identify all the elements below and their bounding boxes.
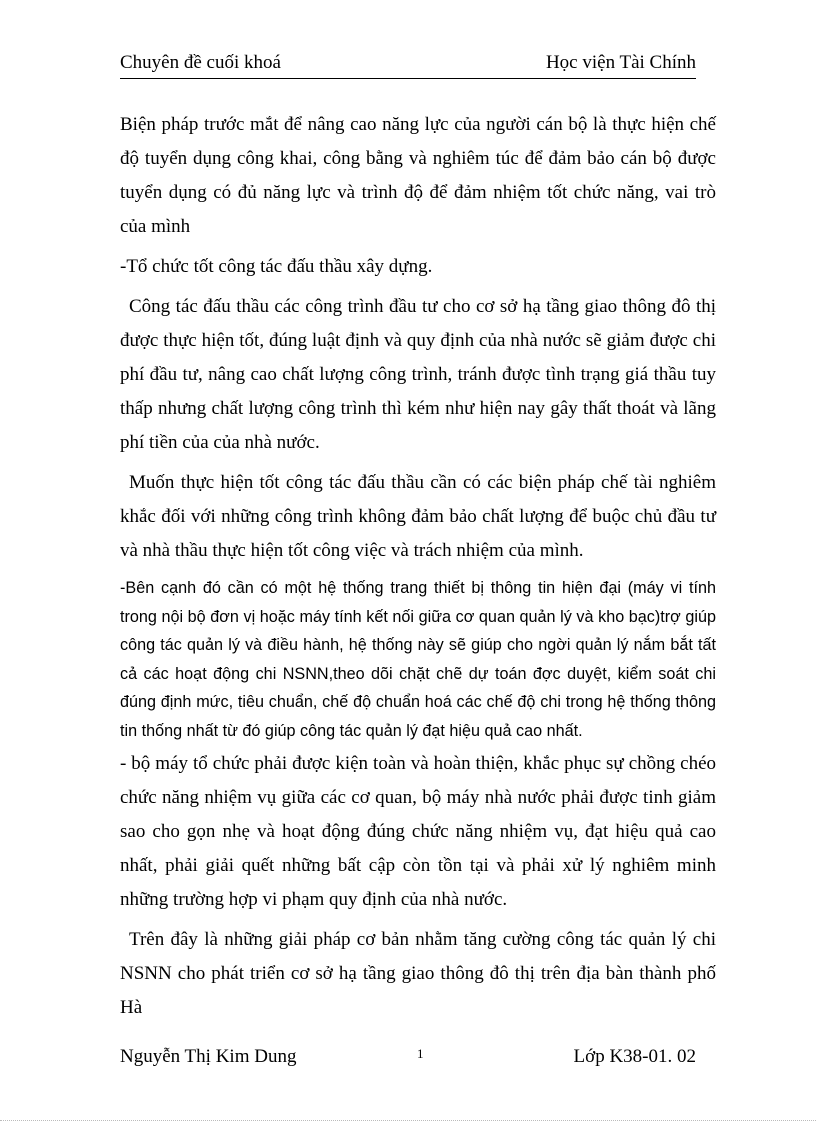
paragraph-bidding-heading: -Tổ chức tốt công tác đấu thầu xây dựng. bbox=[120, 256, 433, 277]
page-header bbox=[120, 50, 696, 79]
paragraph-recruitment: Biện pháp trước mắt để nâng cao năng lực của người cán bộ là thực hiện chế độ tuyển dụng công khai, công bằng và nghiêm túc để đảm bảo cán bộ được tuyển dụng có đủ năng lực và trình độ để đảm nhiệm tốt chức năng, vai trò của mình bbox=[120, 114, 716, 237]
paragraph-information-system: -Bên cạnh đó cần có một hệ thống trang thiết bị thông tin hiện đại (máy vi tính trong nội bộ đơn vị hoặc máy tính kết nối giữa cơ quan quản lý và kho bạc)trợ giúp công tác quản lý và điều hành, hệ thống này sẽ giúp cho ngời quản lý nắm bắt tất cả các hoạt động chi NSNN,theo dõi chặt chẽ dự toán đợc duyệt, kiểm soát chi đúng định mức, tiêu chuẩn, chế độ chuẩn hoá các chế độ chi trong hệ thống thông tin thống nhất từ đó giúp công tác quản lý đạt hiệu quả cao nhất. bbox=[120, 579, 716, 740]
footer-class: Lớp K38-01. 02 bbox=[573, 1046, 696, 1067]
paragraph-bidding-work: Công tác đấu thầu các công trình đầu tư cho cơ sở hạ tầng giao thông đô thị được thực hiện tốt, đúng luật định và quy định của nhà nước sẽ giảm được chi phí đầu tư, nâng cao chất lượng công trình, tránh được tình trạng giá thầu tuy thấp nhưng chất lượng công trình thì kém như hiện nay gây thất thoát và lãng phí tiền của của nhà nước. bbox=[120, 296, 716, 453]
document-body bbox=[120, 108, 716, 1031]
page-edge-divider bbox=[0, 1120, 816, 1121]
footer-author: Nguyễn Thị Kim Dung bbox=[120, 1046, 297, 1067]
paragraph-organization: - bộ máy tổ chức phải được kiện toàn và hoàn thiện, khắc phục sự chồng chéo chức năng nhiệm vụ giữa các cơ quan, bộ máy nhà nước phải được tinh giảm sao cho gọn nhẹ và hoạt động đúng chức năng nhiệm vụ, đạt hiệu quả cao nhất, phải giải quết những bất cập còn tồn tại và phải xử lý nghiêm minh những trường hợp vi phạm quy định của nhà nước. bbox=[120, 753, 716, 910]
header-document-title: Chuyên đề cuối khoá bbox=[120, 52, 281, 73]
header-institution: Học viện Tài Chính bbox=[545, 52, 696, 73]
paragraph-bidding-sanctions: Muốn thực hiện tốt công tác đấu thầu cần có các biện pháp chế tài nghiêm khắc đối với những công trình không đảm bảo chất lượng để buộc chủ đầu tư và nhà thầu thực hiện tốt công việc và trách nhiệm của mình. bbox=[120, 472, 716, 561]
page-number: 1 bbox=[417, 1046, 424, 1061]
paragraph-conclusion: Trên đây là những giải pháp cơ bản nhằm tăng cường công tác quản lý chi NSNN cho phát triển cơ sở hạ tầng giao thông đô thị trên địa bàn thành phố Hà bbox=[120, 929, 716, 1018]
